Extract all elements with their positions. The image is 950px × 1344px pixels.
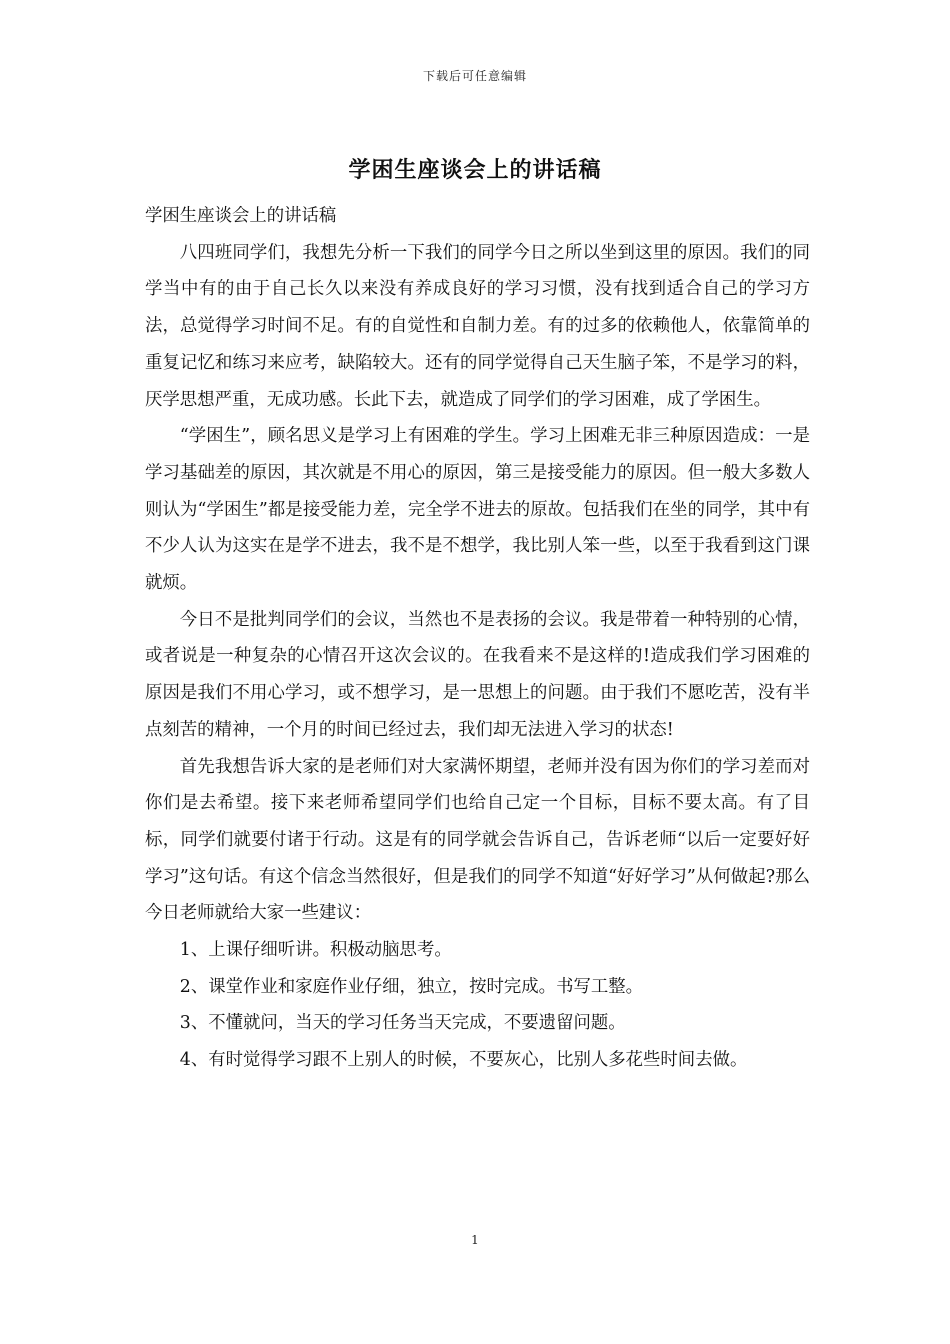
list-item: 4、有时觉得学习跟不上别人的时候，不要灰心，比别人多花些时间去做。 bbox=[179, 1050, 748, 1071]
list-item: 3、不懂就问，当天的学习任务当天完成，不要遗留问题。 bbox=[179, 1013, 626, 1034]
paragraph-3: 今日不是批判同学们的会议，当然也不是表扬的会议。我是带着一种特别的心情，或者说是一种复杂的心情召开这次会议的。在我看来不是这样的!造成我们学习困难的原因是我们不用心学习，或不想学习，是一思想上的问题。由于我们不愿吃苦，没有半点刻苦的精神，一个月的时间已经过去，我们却无法进入学习的状态! bbox=[145, 609, 810, 740]
document-subtitle: 学困生座谈会上的讲话稿 bbox=[145, 206, 337, 226]
list-item: 1、上课仔细听讲。积极动脑思考。 bbox=[179, 940, 452, 961]
document-body bbox=[145, 198, 810, 1079]
paragraph-2: “学困生”，顾名思义是学习上有困难的学生。学习上困难无非三种原因造成：一是学习基础差的原因，其次就是不用心的原因，第三是接受能力的原因。但一般大多数人则认为“学困生”都是接受能力差，完全学不进去的原故。包括我们在坐的同学，其中有不少人认为这实在是学不进去，我不是不想学，我比别人笨一些，以至于我看到这门课就烦。 bbox=[145, 426, 810, 594]
page-number: 1 bbox=[471, 1233, 479, 1247]
page-header-note: 下载后可任意编辑 bbox=[422, 69, 527, 83]
document-title: 学困生座谈会上的讲话稿 bbox=[348, 157, 602, 183]
paragraph-4: 首先我想告诉大家的是老师们对大家满怀期望，老师并没有因为你们的学习差而对你们是去希望。接下来老师希望同学们也给自己定一个目标，目标不要太高。有了目标，同学们就要付诸于行动。这是有的同学就会告诉自己，告诉老师“以后一定要好好学习”这句话。有这个信念当然很好，但是我们的同学不知道“好好学习”从何做起?那么今日老师就给大家一些建议： bbox=[145, 756, 810, 924]
list-item: 2、课堂作业和家庭作业仔细，独立，按时完成。书写工整。 bbox=[179, 976, 644, 997]
paragraph-1: 八四班同学们，我想先分析一下我们的同学今日之所以坐到这里的原因。我们的同学当中有的由于自己长久以来没有养成良好的学习习惯，没有找到适合自己的学习方法，总觉得学习时间不足。有的自觉性和自制力差。有的过多的依赖他人，依靠简单的重复记忆和练习来应考，缺陷较大。还有的同学觉得自己天生脑子笨，不是学习的料，厌学思想严重，无成功感。长此下去，就造成了同学们的学习困难，成了学困生。 bbox=[145, 242, 810, 410]
